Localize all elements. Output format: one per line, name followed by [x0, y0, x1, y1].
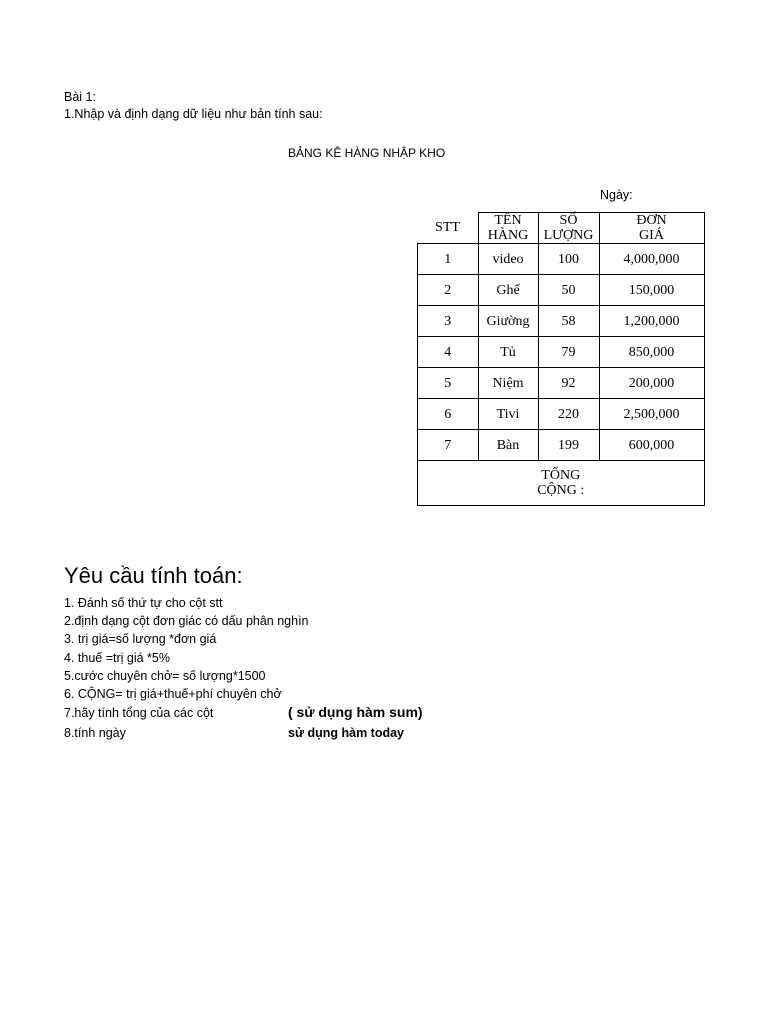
cell-name: Ghế [478, 275, 538, 306]
requirement-item: 3. trị giá=số lượng *đơn giá [64, 632, 217, 646]
header-name-line2: HÀNG [487, 228, 529, 243]
cell-name: Bàn [478, 430, 538, 461]
cell-price: 150,000 [599, 275, 704, 306]
cell-stt: 4 [418, 337, 479, 368]
requirement-item: 6. CỘNG= trị giá+thuế+phí chuyên chở [64, 687, 282, 701]
cell-name: Niệm [478, 368, 538, 399]
requirement-item: 8.tính ngày [64, 726, 126, 740]
cell-qty: 79 [538, 337, 599, 368]
requirement-item: 4. thuế =trị giá *5% [64, 651, 170, 665]
header-price [599, 213, 704, 244]
cell-qty: 100 [538, 244, 599, 275]
cell-stt: 7 [418, 430, 479, 461]
table-row [418, 244, 705, 275]
table-row [418, 306, 705, 337]
cell-qty: 92 [538, 368, 599, 399]
header-qty [538, 213, 599, 244]
table-total-row [418, 461, 705, 506]
table-title: BẢNG KÊ HÀNG NHẬP KHO [288, 146, 446, 160]
cell-stt: 1 [418, 244, 479, 275]
header-price-line1: ĐƠN [636, 213, 667, 228]
cell-qty: 58 [538, 306, 599, 337]
table-row [418, 399, 705, 430]
cell-price: 600,000 [599, 430, 704, 461]
header-name-line1: TÊN [494, 213, 522, 228]
table-row [418, 430, 705, 461]
cell-price: 850,000 [599, 337, 704, 368]
table-row [418, 275, 705, 306]
requirements-heading: Yêu cầu tính toán: [64, 563, 243, 588]
cell-stt: 6 [418, 399, 479, 430]
cell-name: Tivi [478, 399, 538, 430]
cell-price: 200,000 [599, 368, 704, 399]
table-row [418, 337, 705, 368]
cell-stt: 5 [418, 368, 479, 399]
today-function-note: sử dụng hàm today [288, 726, 405, 740]
cell-name: Tủ [478, 337, 538, 368]
cell-name: Giường [478, 306, 538, 337]
table-row [418, 368, 705, 399]
header-name [478, 213, 538, 244]
requirement-item: 2.định dạng cột đơn giác có dấu phân nghìn [64, 614, 309, 628]
requirement-item: 1. Đánh số thứ tự cho cột stt [64, 596, 223, 610]
total-label-line2: CỘNG : [537, 483, 585, 498]
requirement-item: 5.cước chuyên chở= số lượng*1500 [64, 669, 266, 683]
header-stt: STT [435, 220, 460, 236]
total-label-line1: TỔNG [541, 468, 581, 483]
header-qty-line2: LƯỢNG [543, 228, 594, 243]
requirement-item: 7.hãy tính tổng của các cột [64, 706, 214, 720]
cell-qty: 220 [538, 399, 599, 430]
cell-stt: 3 [418, 306, 479, 337]
header-qty-line1: SỐ [559, 213, 578, 228]
table-header-row [418, 213, 705, 244]
goods-table [417, 212, 705, 506]
cell-price: 4,000,000 [599, 244, 704, 275]
cell-price: 2,500,000 [599, 399, 704, 430]
cell-qty: 50 [538, 275, 599, 306]
instruction-text: 1.Nhập và định dạng dữ liệu như bản tính sau: [64, 107, 323, 121]
total-cell [418, 461, 705, 506]
cell-price: 1,200,000 [599, 306, 704, 337]
exercise-title: Bài 1: [64, 90, 96, 104]
sum-function-note: ( sử dụng hàm sum) [288, 704, 423, 720]
header-price-line2: GIÁ [639, 228, 664, 243]
cell-stt: 2 [418, 275, 479, 306]
cell-name: video [478, 244, 538, 275]
cell-qty: 199 [538, 430, 599, 461]
date-label: Ngày: [600, 188, 633, 202]
